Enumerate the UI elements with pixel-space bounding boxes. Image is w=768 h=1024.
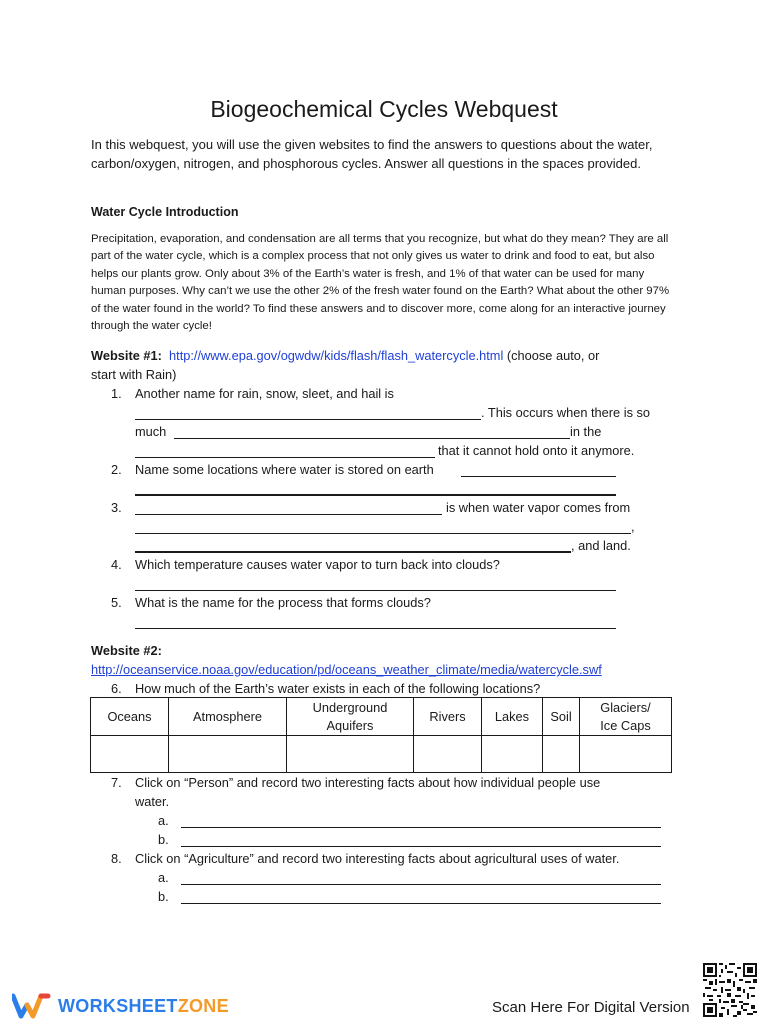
q1-answer-line-1[interactable] xyxy=(135,419,481,420)
q3-answer-line-1[interactable] xyxy=(135,514,442,515)
footer-brand xyxy=(58,994,229,1018)
q4-text: Which temperature causes water vapor to turn back into clouds? xyxy=(135,557,500,572)
q7-sub-b: b. xyxy=(158,832,169,847)
q1-in-the: in the xyxy=(570,424,602,439)
website1-line xyxy=(91,346,681,384)
q7-answer-line-b[interactable] xyxy=(181,846,661,847)
q3-text: is when water vapor comes from xyxy=(446,500,631,515)
table-answer-row xyxy=(91,736,672,773)
scan-here-text: Scan Here For Digital Version xyxy=(492,999,690,1016)
q1-text: Another name for rain, snow, sleet, and hail is xyxy=(135,386,394,401)
website2-label-line xyxy=(91,641,162,660)
q8-answer-line-a[interactable] xyxy=(181,884,661,885)
q5-answer-line[interactable] xyxy=(135,628,616,629)
table-header-lakes: Lakes xyxy=(482,698,543,736)
qr-code-icon[interactable] xyxy=(703,963,757,1017)
answer-cell-rivers[interactable] xyxy=(414,736,482,773)
brand-part-zone: ZONE xyxy=(177,996,229,1016)
q7-text-line2: water. xyxy=(135,794,170,809)
q8-text: Click on “Agriculture” and record two interesting facts about agricultural uses of water. xyxy=(135,851,620,866)
aquifers-line-2: Aquifers xyxy=(326,717,374,733)
q4-answer-line[interactable] xyxy=(135,590,616,591)
q7-answer-line-a[interactable] xyxy=(181,827,661,828)
table-header-glaciers xyxy=(580,698,672,736)
answer-cell-lakes[interactable] xyxy=(482,736,543,773)
q3-answer-line-3[interactable] xyxy=(135,551,571,553)
aquifers-line-1: Underground xyxy=(312,699,388,715)
q3-and-land: , and land. xyxy=(571,538,631,553)
q1-number: 1. xyxy=(111,386,122,401)
table-header-row xyxy=(91,698,672,736)
q1-much: much xyxy=(135,424,167,439)
table-header-aquifers xyxy=(287,698,414,736)
website1-link[interactable]: http://www.epa.gov/ogwdw/kids/flash/flash_watercycle.html xyxy=(169,348,504,363)
q3-number: 3. xyxy=(111,500,122,515)
answer-cell-atmosphere[interactable] xyxy=(169,736,287,773)
website1-note-a: (choose auto, or xyxy=(506,348,600,363)
q8-sub-a: a. xyxy=(158,870,169,885)
answer-cell-glaciers[interactable] xyxy=(580,736,672,773)
water-cycle-paragraph: Precipitation, evaporation, and condensation are all terms that you recognize, but what do they mean? They are all part of the water cycle, which is a complex process that not only gives us water to drink and food to eat, but also helps our plants grow. Only about 3% of the Earth’s water is fresh, and 1% of that water can be used for many human purposes. Why can’t we use the other 2% of the fresh water found on the Earth? What about the other 97% of the water found in the world? To find these answers and to discover more, come along for an interactive journey through the water cycle! xyxy=(91,233,670,333)
brand-part-worksheet: WORKSHEET xyxy=(58,996,178,1016)
q3-comma: , xyxy=(631,519,635,534)
q1-line4: that it cannot hold onto it anymore. xyxy=(438,443,635,458)
worksheetzone-logo-icon xyxy=(12,993,52,1019)
page-title: Biogeochemical Cycles Webquest xyxy=(210,96,558,122)
q5-text: What is the name for the process that forms clouds? xyxy=(135,595,431,610)
q6-number: 6. xyxy=(111,681,122,696)
intro-paragraph: In this webquest, you will use the given websites to find the answers to questions about the water, carbon/oxygen, nitrogen, and phosphorous cycles. Answer all questions in the spaces provided. xyxy=(91,137,653,171)
q1-after-blank: . This occurs when there is so xyxy=(481,405,651,420)
glaciers-line-1: Glaciers/ xyxy=(600,699,651,715)
answer-cell-aquifers[interactable] xyxy=(287,736,414,773)
website1-label: Website #1: xyxy=(91,348,162,363)
q8-answer-line-b[interactable] xyxy=(181,903,661,904)
q2-number: 2. xyxy=(111,462,122,477)
q2-text: Name some locations where water is stored on earth xyxy=(135,462,434,477)
answer-cell-soil[interactable] xyxy=(543,736,580,773)
q6-text: How much of the Earth’s water exists in each of the following locations? xyxy=(135,681,541,696)
q1-answer-line-3[interactable] xyxy=(135,457,435,458)
website2-link[interactable]: http://oceanservice.noaa.gov/education/pd/oceans_weather_climate/media/watercycle.swf xyxy=(91,662,602,677)
water-cycle-heading: Water Cycle Introduction xyxy=(91,205,239,219)
q8-number: 8. xyxy=(111,851,122,866)
q7-sub-a: a. xyxy=(158,813,169,828)
q2-answer-line-1[interactable] xyxy=(461,476,616,477)
q7-text-line1: Click on “Person” and record two interesting facts about how individual people use xyxy=(135,775,601,790)
q2-answer-line-2[interactable] xyxy=(135,494,616,496)
q7-number: 7. xyxy=(111,775,122,790)
q1-answer-line-2[interactable] xyxy=(174,438,570,439)
table-header-soil: Soil xyxy=(543,698,580,736)
table-header-oceans: Oceans xyxy=(91,698,169,736)
table-header-atmosphere: Atmosphere xyxy=(169,698,287,736)
water-locations-table xyxy=(90,697,672,773)
q4-number: 4. xyxy=(111,557,122,572)
q8-sub-b: b. xyxy=(158,889,169,904)
website1-note-b: start with Rain) xyxy=(91,367,177,382)
table-header-rivers: Rivers xyxy=(414,698,482,736)
answer-cell-oceans[interactable] xyxy=(91,736,169,773)
q5-number: 5. xyxy=(111,595,122,610)
q3-answer-line-2[interactable] xyxy=(135,533,631,534)
glaciers-line-2: Ice Caps xyxy=(600,717,651,733)
website2-label: Website #2: xyxy=(91,643,162,658)
